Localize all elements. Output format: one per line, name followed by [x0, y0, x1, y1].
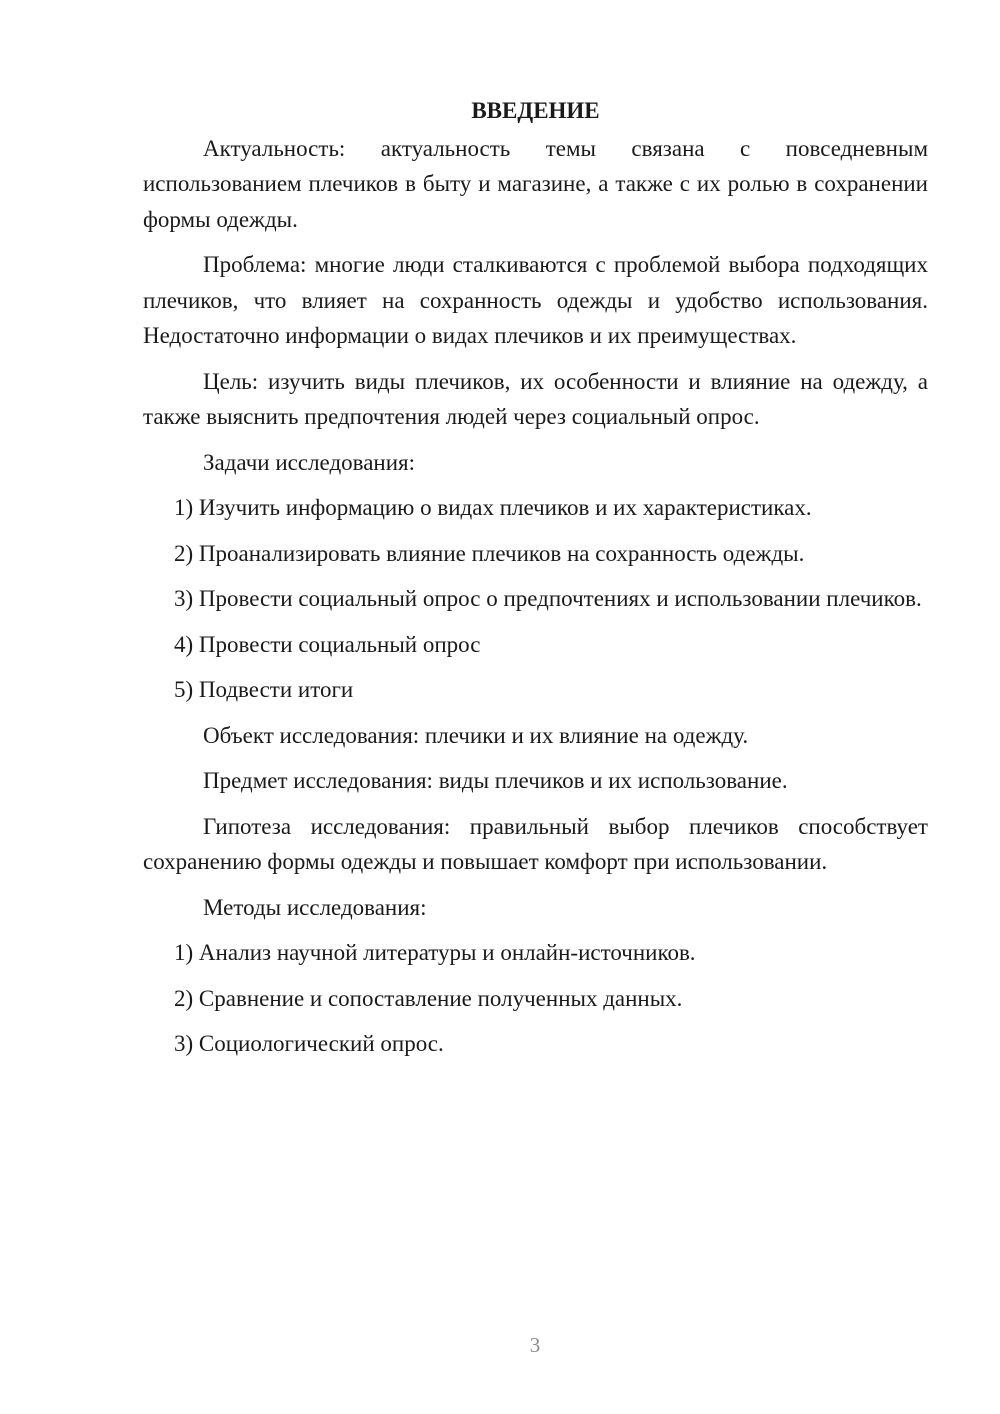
methods-heading: Методы исследования:	[203, 894, 427, 920]
goal-paragraph: Цель: изучить виды плечиков, их особенности и влияние на одежду, а также выяснить предпочтения людей через социальный опрос.	[143, 368, 928, 429]
page-content	[143, 93, 928, 1072]
relevance-paragraph: Актуальность: актуальность темы связана с повседневным использованием плечиков в быту и магазине, а также с их ролью в сохранении формы одежды.	[143, 135, 928, 232]
task-item-5: 5) Подвести итоги	[174, 677, 354, 702]
task-item-2: 2) Проанализировать влияние плечиков на сохранность одежды.	[174, 540, 805, 566]
method-item-2: 2) Сравнение и сопоставление полученных данных.	[174, 985, 683, 1011]
task-item-3: 3) Провести социальный опрос о предпочтениях и использовании плечиков.	[174, 586, 922, 611]
section-title: ВВЕДЕНИЕ	[471, 98, 600, 123]
hypothesis-paragraph: Гипотеза исследования: правильный выбор плечиков способствует сохранению формы одежды и повышает комфорт при использовании.	[143, 813, 928, 874]
task-item-4: 4) Провести социальный опрос	[174, 631, 481, 657]
problem-paragraph: Проблема: многие люди сталкиваются с проблемой выбора подходящих плечиков, что влияет на сохранность одежды и удобство использования. Недостаточно информации о видах плечиков и их преимуществах.	[143, 252, 928, 348]
task-item-1: 1) Изучить информацию о видах плечиков и их характеристиках.	[174, 495, 812, 520]
subject-paragraph: Предмет исследования: виды плечиков и их использование.	[203, 768, 788, 793]
method-item-1: 1) Анализ научной литературы и онлайн-источников.	[174, 940, 696, 965]
method-item-3: 3) Социологический опрос.	[174, 1031, 444, 1056]
page-number: 3	[529, 1333, 541, 1357]
tasks-heading: Задачи исследования:	[203, 449, 416, 475]
object-paragraph: Объект исследования: плечики и их влияние на одежду.	[203, 722, 749, 748]
